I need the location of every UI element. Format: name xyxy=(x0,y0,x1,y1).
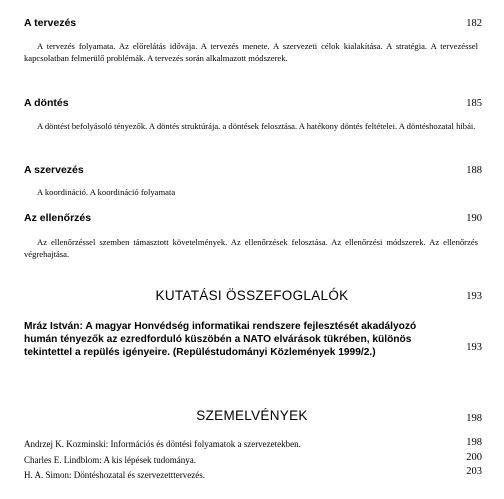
section-text-ellenorzes-content: Az ellenőrzéssel szemben támasztott követelmények. Az ellenőrzések felosztása. Az ellenőrzési módszerek. Az ellenőrzés végrehajtása. xyxy=(24,237,478,259)
szemelveny-item-page: 203 xyxy=(466,466,482,477)
szemelveny-item: Charles E. Lindblom: A kis lépések tudománya. xyxy=(24,455,196,465)
section-text-tervezes xyxy=(24,40,478,64)
section-text-tervezes-content: A tervezés folyamata. Az előrelátás idővája. A tervezés menete. A szervezeti célok kialakítása. A stratégia. A tervezéssel kapcsolatban felmerülő problémák. A tervezés során alkalmazott módszerek. xyxy=(24,41,478,63)
section-text-szervezes xyxy=(24,186,478,198)
section-title-szervezes: A szervezés xyxy=(24,164,84,176)
section-page-tervezes: 182 xyxy=(466,18,482,29)
section-text-dontes-content: A döntést befolyásoló tényezők. A döntés struktúrája. a döntések felosztása. A hatékony döntés feltételei. A döntéshozatal hibái. xyxy=(37,121,476,131)
szemelveny-item: H. A. Simon: Döntéshozatal és szervezetttervezés. xyxy=(24,470,205,480)
section-text-dontes xyxy=(24,120,478,132)
section-title-tervezes: A tervezés xyxy=(24,17,77,29)
section-page-szervezes: 188 xyxy=(466,165,482,176)
kutatasi-entry: Mráz István: A magyar Honvédség informatikai rendszere fejlesztését akadályozó humán tényezők az ezredforduló küszöbén a NATO elvárások tükrében, különös tekintettel a repülés igényeire. (Repüléstudományi Közlemények 1999/2.) xyxy=(24,321,417,358)
section-text-szervezes-content: A koordináció. A koordináció folyamata xyxy=(37,187,176,197)
kutatasi-entry-page: 193 xyxy=(466,342,482,353)
section-title-dontes: A döntés xyxy=(24,97,69,109)
szemelveny-item: Andrzej K. Kozminski: Információs és döntési folyamatok a szervezetekben. xyxy=(24,439,301,449)
szemelvenyek-heading: SZEMELVÉNYEK xyxy=(196,408,308,423)
section-page-ellenorzes: 190 xyxy=(466,213,482,224)
szemelveny-item-page: 198 xyxy=(466,437,482,448)
szemelvenyek-page: 198 xyxy=(466,413,482,424)
kutatasi-page: 193 xyxy=(466,291,482,302)
kutatasi-heading: KUTATÁSI ÖSSZEFOGLALÓK xyxy=(155,288,349,303)
szemelveny-item-page: 200 xyxy=(466,452,482,463)
section-text-ellenorzes xyxy=(24,236,478,260)
section-page-dontes: 185 xyxy=(466,98,482,109)
section-title-ellenorzes: Az ellenőrzés xyxy=(24,212,92,224)
